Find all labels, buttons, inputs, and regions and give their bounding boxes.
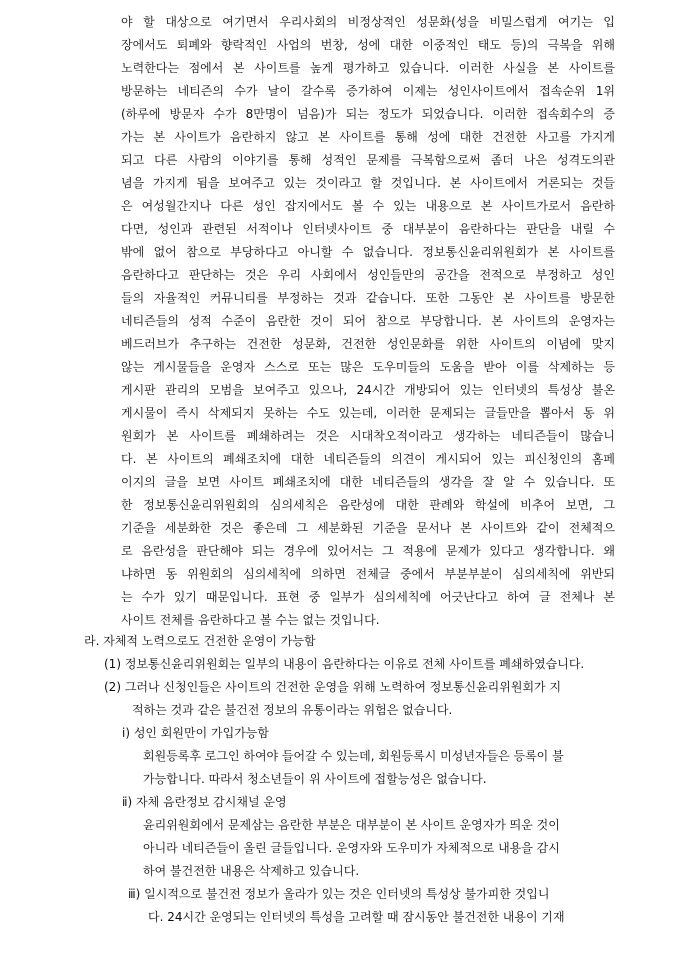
subsection-text: ⅲ) 일시적으로 불건전 정보가 올라가 있는 것은 인터넷의 특성상 불가피한 것입니 bbox=[128, 887, 550, 901]
body-line: 는 수가 있기 때문입니다. 표현 중 일부가 심의세칙에 어긋난다고 하여 글 전체나 본 bbox=[121, 590, 615, 604]
body-line: 사이트 전체를 음란하다고 볼 수는 없는 것입니다. bbox=[121, 613, 380, 627]
body-line: 념을 가지게 됨을 보여주고 있는 것이라고 할 것입니다. 본 사이트에서 거론되는 것들 bbox=[121, 176, 615, 190]
body-line: 게시판 관리의 모범을 보여주고 있으나, 24시간 개방되어 있는 인터넷의 특성상 불온 bbox=[121, 383, 615, 397]
body-line: 노력한다는 점에서 본 사이트를 높게 평가하고 있습니다. 이러한 사실을 본 사이트를 bbox=[121, 61, 615, 75]
body-line: 기준을 세분화한 것은 좋은데 그 세분화된 기준을 문서나 본 사이트와 같이 전체적으 bbox=[121, 521, 615, 535]
subsection-title: ⅰ) 성인 회원만이 가입가능함 bbox=[122, 726, 269, 740]
section-heading: 라. 자체적 노력으로도 건전한 운영이 가능함 bbox=[84, 634, 316, 648]
list-item: (2) 그러나 신청인들은 사이트의 건전한 운영을 위해 노력하여 정보통신윤리위원회가 지 bbox=[104, 680, 562, 694]
body-line: 원회가 본 사이트를 폐쇄하려는 것은 시대착오적이라고 생각하는 네티즌들이 많습니 bbox=[121, 429, 615, 443]
body-line: 들의 자율적인 커뮤니티를 부정하는 것과 같습니다. 또한 그동안 본 사이트를 방문한 bbox=[121, 291, 615, 305]
subsection-title: ⅱ) 자체 음란정보 감시채널 운영 bbox=[122, 795, 287, 809]
body-line: 로 음란성을 판단해야 되는 경우에 있어서는 그 적용에 문제가 있다고 생각합니다. 왜 bbox=[121, 544, 615, 558]
body-line: (하루에 방문자 수가 8만명이 넘음)가 되는 정도가 되었습니다. 이러한 접속회수의 증 bbox=[121, 107, 615, 121]
list-item: (1) 정보통신윤리위원회는 일부의 내용이 음란하다는 이유로 전체 사이트를 폐쇄하였습니다. bbox=[104, 657, 585, 671]
body-line: 이지의 글을 보면 사이트 폐쇄조치에 대한 네티즌들의 생각을 잘 알 수 있습니다. 또 bbox=[121, 475, 615, 489]
body-line: 다면, 성인과 관련된 서적이나 인터넷사이트 중 대부분이 음란하다는 판단을 내릴 수 bbox=[121, 222, 615, 236]
body-line: 다. 본 사이트의 폐쇄조치에 대한 네티즌들의 의견이 게시되어 있는 피신청인의 홈페 bbox=[121, 452, 615, 466]
subsection-text: 하여 불건전한 내용은 삭제하고 있습니다. bbox=[143, 864, 360, 878]
body-line: 되고 다른 사람의 이야기를 통해 성적인 문제를 극복함으로써 좀더 나은 성격도의관 bbox=[121, 153, 615, 167]
body-line: 가는 본 사이트가 음란하지 않고 본 사이트를 통해 성에 대한 건전한 사고를 가지게 bbox=[121, 130, 615, 144]
list-item-continuation: 적하는 것과 같은 불건전 정보의 유통이라는 위험은 없습니다. bbox=[132, 703, 453, 717]
body-line: 냐하면 동 위원회의 심의세칙에 의하면 전체글 중에서 부분부분이 심의세칙에 위반되 bbox=[121, 567, 615, 581]
body-line: 장에서도 퇴폐와 향락적인 사업의 번창, 성에 대한 이중적인 태도 등)의 극복을 위해 bbox=[121, 38, 615, 52]
subsection-text: 회원등록후 로그인 하여야 들어갈 수 있는데, 회원등록시 미성년자들은 등록이 불 bbox=[143, 749, 564, 763]
body-line: 게시물이 즉시 삭제되지 못하는 수도 있는데, 이러한 문제되는 글들만을 뽑아서 동 위 bbox=[121, 406, 615, 420]
body-line: 밖에 없어 참으로 부당하다고 아니할 수 없습니다. 정보통신윤리위원회가 본 사이트를 bbox=[121, 245, 615, 259]
body-line: 네티즌들의 성적 수준이 음란한 것이 되어 참으로 부당합니다. 본 사이트의 운영자는 bbox=[121, 314, 615, 328]
subsection-text: 아니라 네티즌들이 올린 글들입니다. 운영자와 도우미가 자체적으로 내용을 감시 bbox=[143, 841, 560, 855]
body-line: 않는 게시물들을 운영자 스스로 또는 많은 도우미들의 도움을 받아 이를 삭제하는 등 bbox=[121, 360, 615, 374]
body-line: 베드러브가 추구하는 건전한 성문화, 건전한 성인문화를 위한 사이트의 이념에 맞지 bbox=[121, 337, 615, 351]
body-line: 은 여성월간지나 다른 성인 잡지에서도 볼 수 있는 내용으로 본 사이트가로서 음란하 bbox=[121, 199, 615, 213]
body-line: 야 할 대상으로 여기면서 우리사회의 비정상적인 성문화(성을 비밀스럽게 여기는 입 bbox=[121, 15, 615, 29]
body-line: 한 정보통신윤리위원회의 심의세칙은 음란성에 대한 판례와 학설에 비추어 보면, 그 bbox=[121, 498, 615, 512]
subsection-text: 가능합니다. 따라서 청소년들이 위 사이트에 접할능성은 없습니다. bbox=[143, 772, 487, 786]
body-line: 음란하다고 판단하는 것은 우리 사회에서 성인들만의 공간을 전적으로 부정하고 성인 bbox=[121, 268, 615, 282]
subsection-text: 윤리위원회에서 문제삼는 음란한 부분은 대부분이 본 사이트 운영자가 띄운 것이 bbox=[143, 818, 560, 832]
subsection-text: 다. 24시간 운영되는 인터넷의 특성을 고려할 때 잠시동안 불건전한 내용이 기재 bbox=[148, 910, 565, 924]
body-line: 방문하는 네티즌의 수가 날이 갈수록 증가하여 이제는 성인사이트에서 접속순위 1위 bbox=[121, 84, 615, 98]
